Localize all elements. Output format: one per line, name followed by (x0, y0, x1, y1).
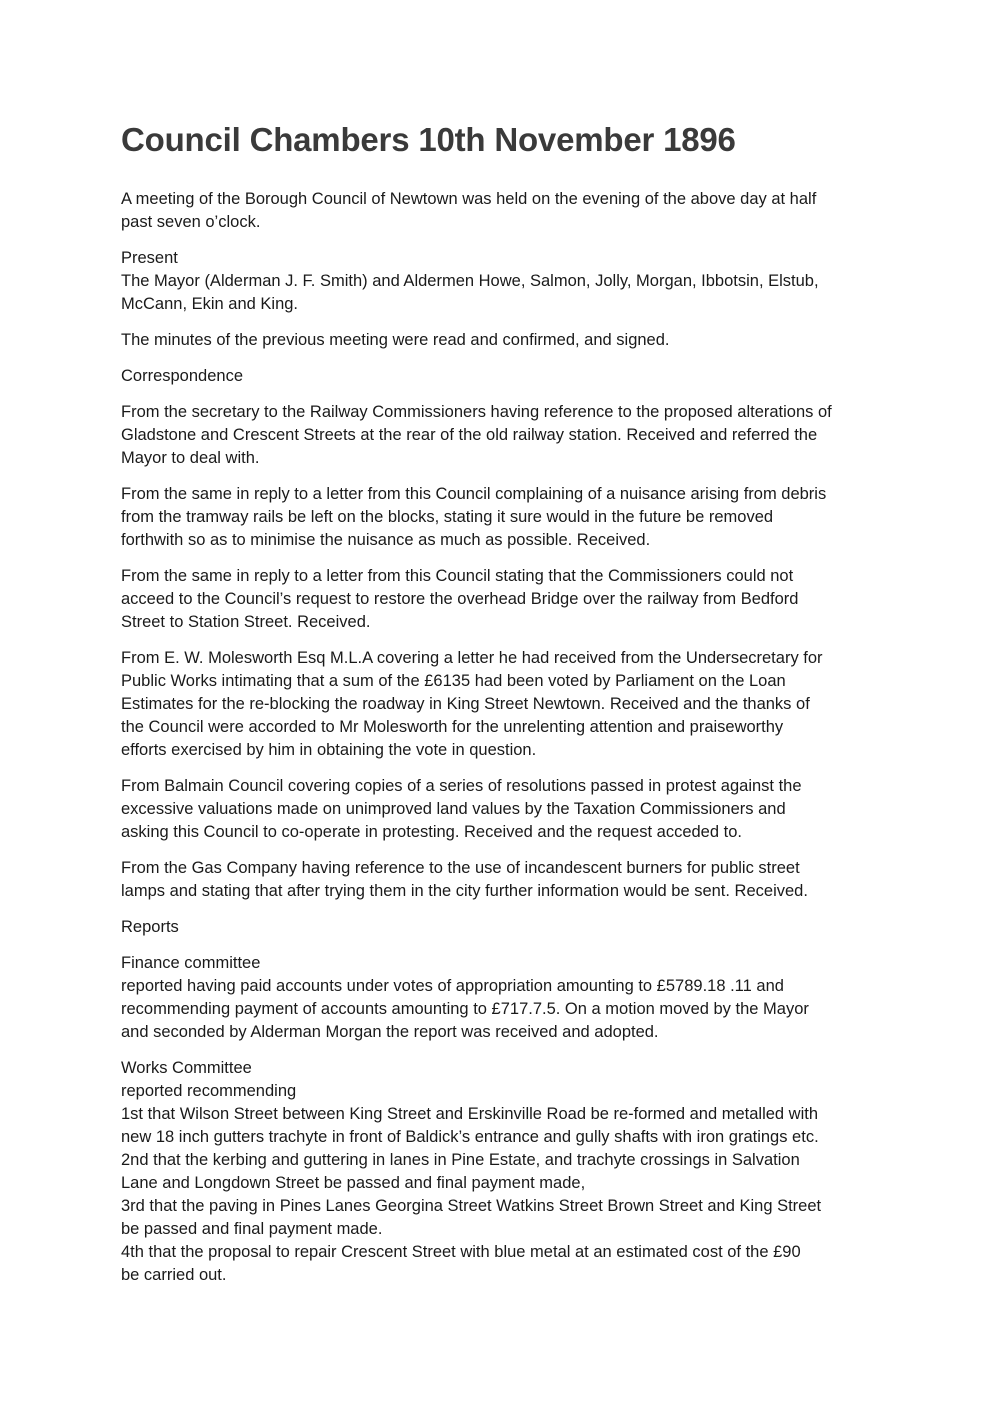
paragraph (121, 247, 891, 316)
text-line: 4th that the proposal to repair Crescent Street with blue metal at an estimated cost of the £90 (121, 1243, 801, 1261)
text-line: 3rd that the paving in Pines Lanes Georgina Street Watkins Street Brown Street and King Street (121, 1197, 822, 1215)
text-line: 1st that Wilson Street between King Street and Erskinville Road be re-formed and metalled with (121, 1105, 819, 1123)
paragraph (121, 565, 891, 634)
paragraph (121, 916, 891, 939)
paragraph (121, 857, 891, 903)
document-title: Council Chambers 10th November 1896 (121, 121, 736, 158)
document-page (121, 118, 891, 1300)
text-line: reported having paid accounts under votes of appropriation amounting to £5789.18 .11 and (121, 977, 784, 995)
paragraph (121, 775, 891, 844)
text-line: Finance committee (121, 954, 261, 972)
text-line: new 18 inch gutters trachyte in front of Baldick’s entrance and gully shafts with iron gratings etc. (121, 1128, 819, 1146)
paragraph (121, 483, 891, 552)
text-line: From Balmain Council covering copies of a series of resolutions passed in protest against the (121, 777, 802, 795)
text-line: Public Works intimating that a sum of the £6135 had been voted by Parliament on the Loan (121, 672, 786, 690)
paragraph (121, 952, 891, 1044)
text-line: and seconded by Alderman Morgan the report was received and adopted. (121, 1023, 659, 1041)
text-line: The Mayor (Alderman J. F. Smith) and Aldermen Howe, Salmon, Jolly, Morgan, Ibbotsin, Elstub, (121, 272, 819, 290)
paragraph (121, 188, 891, 234)
text-line: reported recommending (121, 1082, 297, 1100)
paragraph (121, 1057, 891, 1287)
paragraph (121, 329, 891, 352)
paragraph (121, 365, 891, 388)
text-line: The minutes of the previous meeting were read and confirmed, and signed. (121, 331, 670, 349)
text-line: From the same in reply to a letter from this Council complaining of a nuisance arising from debris (121, 485, 827, 503)
paragraph (121, 647, 891, 762)
text-line: From the secretary to the Railway Commissioners having reference to the proposed alterations of (121, 403, 832, 421)
text-line: asking this Council to co-operate in protesting. Received and the request acceded to. (121, 823, 742, 841)
text-line: Mayor to deal with. (121, 449, 260, 467)
text-line: be passed and final payment made. (121, 1220, 383, 1238)
document-body (121, 188, 891, 1287)
text-line: Estimates for the re-blocking the roadway in King Street Newtown. Received and the thanks of (121, 695, 810, 713)
text-line: from the tramway rails be left on the blocks, stating it sure would in the future be removed (121, 508, 774, 526)
text-line: excessive valuations made on unimproved land values by the Taxation Commissioners and (121, 800, 786, 818)
text-line: lamps and stating that after trying them in the city further information would be sent. Received. (121, 882, 808, 900)
text-line: From the Gas Company having reference to the use of incandescent burners for public street (121, 859, 800, 877)
text-line: Reports (121, 918, 179, 936)
text-line: A meeting of the Borough Council of Newtown was held on the evening of the above day at half (121, 190, 817, 208)
text-line: Works Committee (121, 1059, 252, 1077)
text-line: Correspondence (121, 367, 243, 385)
text-line: be carried out. (121, 1266, 227, 1284)
text-line: efforts exercised by him in obtaining the vote in question. (121, 741, 537, 759)
text-line: Present (121, 249, 178, 267)
text-line: Street to Station Street. Received. (121, 613, 371, 631)
text-line: past seven o’clock. (121, 213, 261, 231)
text-line: From E. W. Molesworth Esq M.L.A covering a letter he had received from the Undersecretary for (121, 649, 823, 667)
text-line: Gladstone and Crescent Streets at the rear of the old railway station. Received and referred the (121, 426, 818, 444)
text-line: acceed to the Council’s request to restore the overhead Bridge over the railway from Bedford (121, 590, 799, 608)
text-line: Lane and Longdown Street be passed and final payment made, (121, 1174, 586, 1192)
text-line: recommending payment of accounts amounting to £717.7.5. On a motion moved by the Mayor (121, 1000, 809, 1018)
text-line: From the same in reply to a letter from this Council stating that the Commissioners could not (121, 567, 794, 585)
text-line: forthwith so as to minimise the nuisance as much as possible. Received. (121, 531, 651, 549)
text-line: 2nd that the kerbing and guttering in lanes in Pine Estate, and trachyte crossings in Salvation (121, 1151, 800, 1169)
paragraph (121, 401, 891, 470)
text-line: McCann, Ekin and King. (121, 295, 299, 313)
text-line: the Council were accorded to Mr Molesworth for the unrelenting attention and praiseworthy (121, 718, 784, 736)
